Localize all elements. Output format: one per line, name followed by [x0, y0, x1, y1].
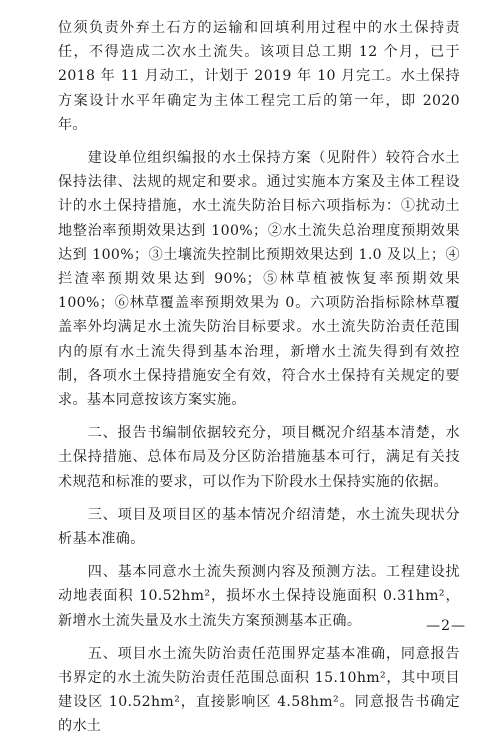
- paragraph-project-schedule: 位须负责外弃土石方的运输和回填利用过程中的水土保持责任，不得造成二次水土流失。该项目总工期 12 个月，已于 2018 年 11 月动工，计划于 2019 年 10 月完工。水土保持方案设计水平年确定为主体工程完工后的第一年，即 2020 年。: [58, 20, 465, 133]
- paragraph-item-three: 三、项目及项目区的基本情况介绍清楚，水土流失现状分析基本准确。: [58, 506, 460, 548]
- paragraph-item-four: 四、基本同意水土流失预测内容及预测方法。工程建设扰动地表面积 10.52hm²，损坏水土保持设施面积 0.31hm²，新增水土流失量及水土流失方案预测基本正确。: [58, 564, 460, 629]
- page-number: —2—: [426, 618, 466, 634]
- paragraph-prevention-targets: 建设单位组织编报的水土保持方案（见附件）较符合水土保持法律、法规的规定和要求。通过实施本方案及主体工程设计的水土保持措施，水土流失防治目标六项指标为：①扰动土地整治率预期效果达到 100%；②水土流失总治理度预期效果达到 100%；③土壤流失控制比预期效果达到 1.0 及以上；④拦渣率预期效果达到 90%；⑤林草植被恢复率预期效果 100%；⑥林草覆盖率预期效果为 0。六项防治指标除林草覆盖率外均满足水土流失防治目标要求。水土流失防治责任范围内的原有水土流失得到基本治理，新增水土流失得到有效控制，各项水土保持措施安全有效，符合水土保持有关规定的要求。基本同意按该方案实施。: [58, 150, 465, 409]
- paragraph-item-five: 五、项目水土流失防治责任范围界定基本准确，同意报告书界定的水土流失防治责任范围总面积 15.10hm²，其中项目建设区 10.52hm²，直接影响区 4.58hm²。同意报告书确定的水土: [58, 645, 460, 735]
- paragraph-item-two: 二、报告书编制依据较充分，项目概况介绍基本清楚，水土保持措施、总体布局及分区防治措施基本可行，满足有关技术规范和标准的要求，可以作为下阶段水土保持实施的依据。: [58, 425, 460, 490]
